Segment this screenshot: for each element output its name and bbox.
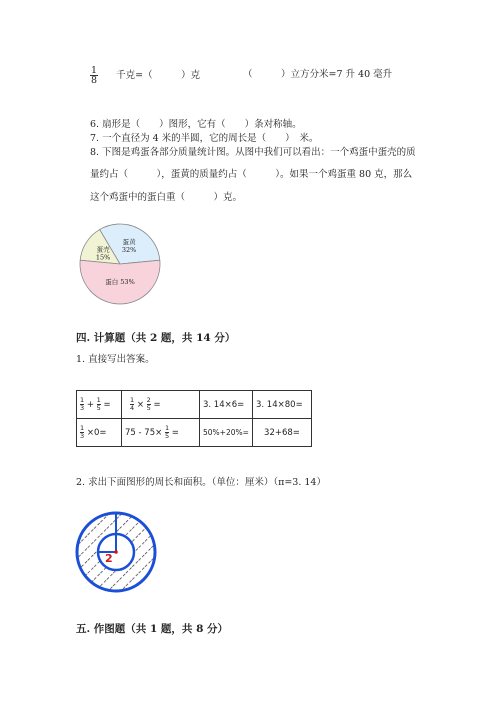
table-cell: 32+68= [253, 419, 312, 447]
q5-line [90, 66, 200, 85]
q5-part-b: （ ）立方分米=7 升 40 毫升 [243, 69, 393, 80]
pie-label: 蛋黄 [122, 238, 136, 247]
table-row [77, 391, 312, 419]
calc-question-2: 2. 求出下面图形的周长和面积。（单位：厘米）（π=3. 14） [76, 477, 326, 488]
table-cell: $\frac{1}{4}$ × $\frac{2}{5}$ = [122, 391, 200, 419]
annulus-figure [74, 510, 158, 594]
pie-label: 蛋白 53% [105, 278, 135, 286]
section-5-heading: 五. 作图题（共 1 题，共 8 分） [76, 623, 229, 635]
question-8-line-1: 8. 下图是鸡蛋各部分质量统计图。从图中我们可以看出：一个鸡蛋中蛋壳的质 [90, 147, 416, 158]
pie-value-label: 15% [95, 253, 111, 262]
figure-label-2: 2 [105, 552, 113, 565]
center-dot [114, 550, 118, 554]
calc-table [76, 390, 312, 447]
egg-pie-chart [78, 222, 162, 306]
section-4-heading: 四. 计算题（共 2 题，共 14 分） [76, 332, 236, 344]
table-cell: 3. 14×80= [253, 391, 312, 419]
pie-value-label: 32% [121, 246, 137, 255]
question-8-line-2: 量约占（ ），蛋黄的质量约占（ ）。如果一个鸡蛋重 80 克，那么 [90, 169, 413, 180]
table-cell: $\frac{1}{3}$ + $\frac{1}{5}$ = [77, 391, 122, 419]
question-6: 6. 扇形是（ ）图形，它有（ ）条对称轴。 [90, 119, 302, 130]
question-8-line-3: 这个鸡蛋中的蛋白重（ ）克。 [90, 192, 243, 203]
q5-part-a: 千克=（ ）克 [116, 70, 201, 81]
table-cell: 50%+20%= [200, 419, 253, 447]
table-row [77, 419, 312, 447]
question-7: 7. 一个直径为 4 米的半圆，它的周长是（ ） 米。 [90, 133, 319, 144]
table-cell: 75 - 75× $\frac{1}{5}$ = [122, 419, 200, 447]
table-cell: $\frac{1}{3}$ ×0= [77, 419, 122, 447]
calc-question-1: 1. 直接写出答案。 [76, 354, 155, 365]
table-cell: 3. 14×6= [200, 391, 253, 419]
pie-label: 蛋壳 [96, 245, 110, 254]
fraction: $\frac{1}{8}$ [91, 65, 98, 86]
